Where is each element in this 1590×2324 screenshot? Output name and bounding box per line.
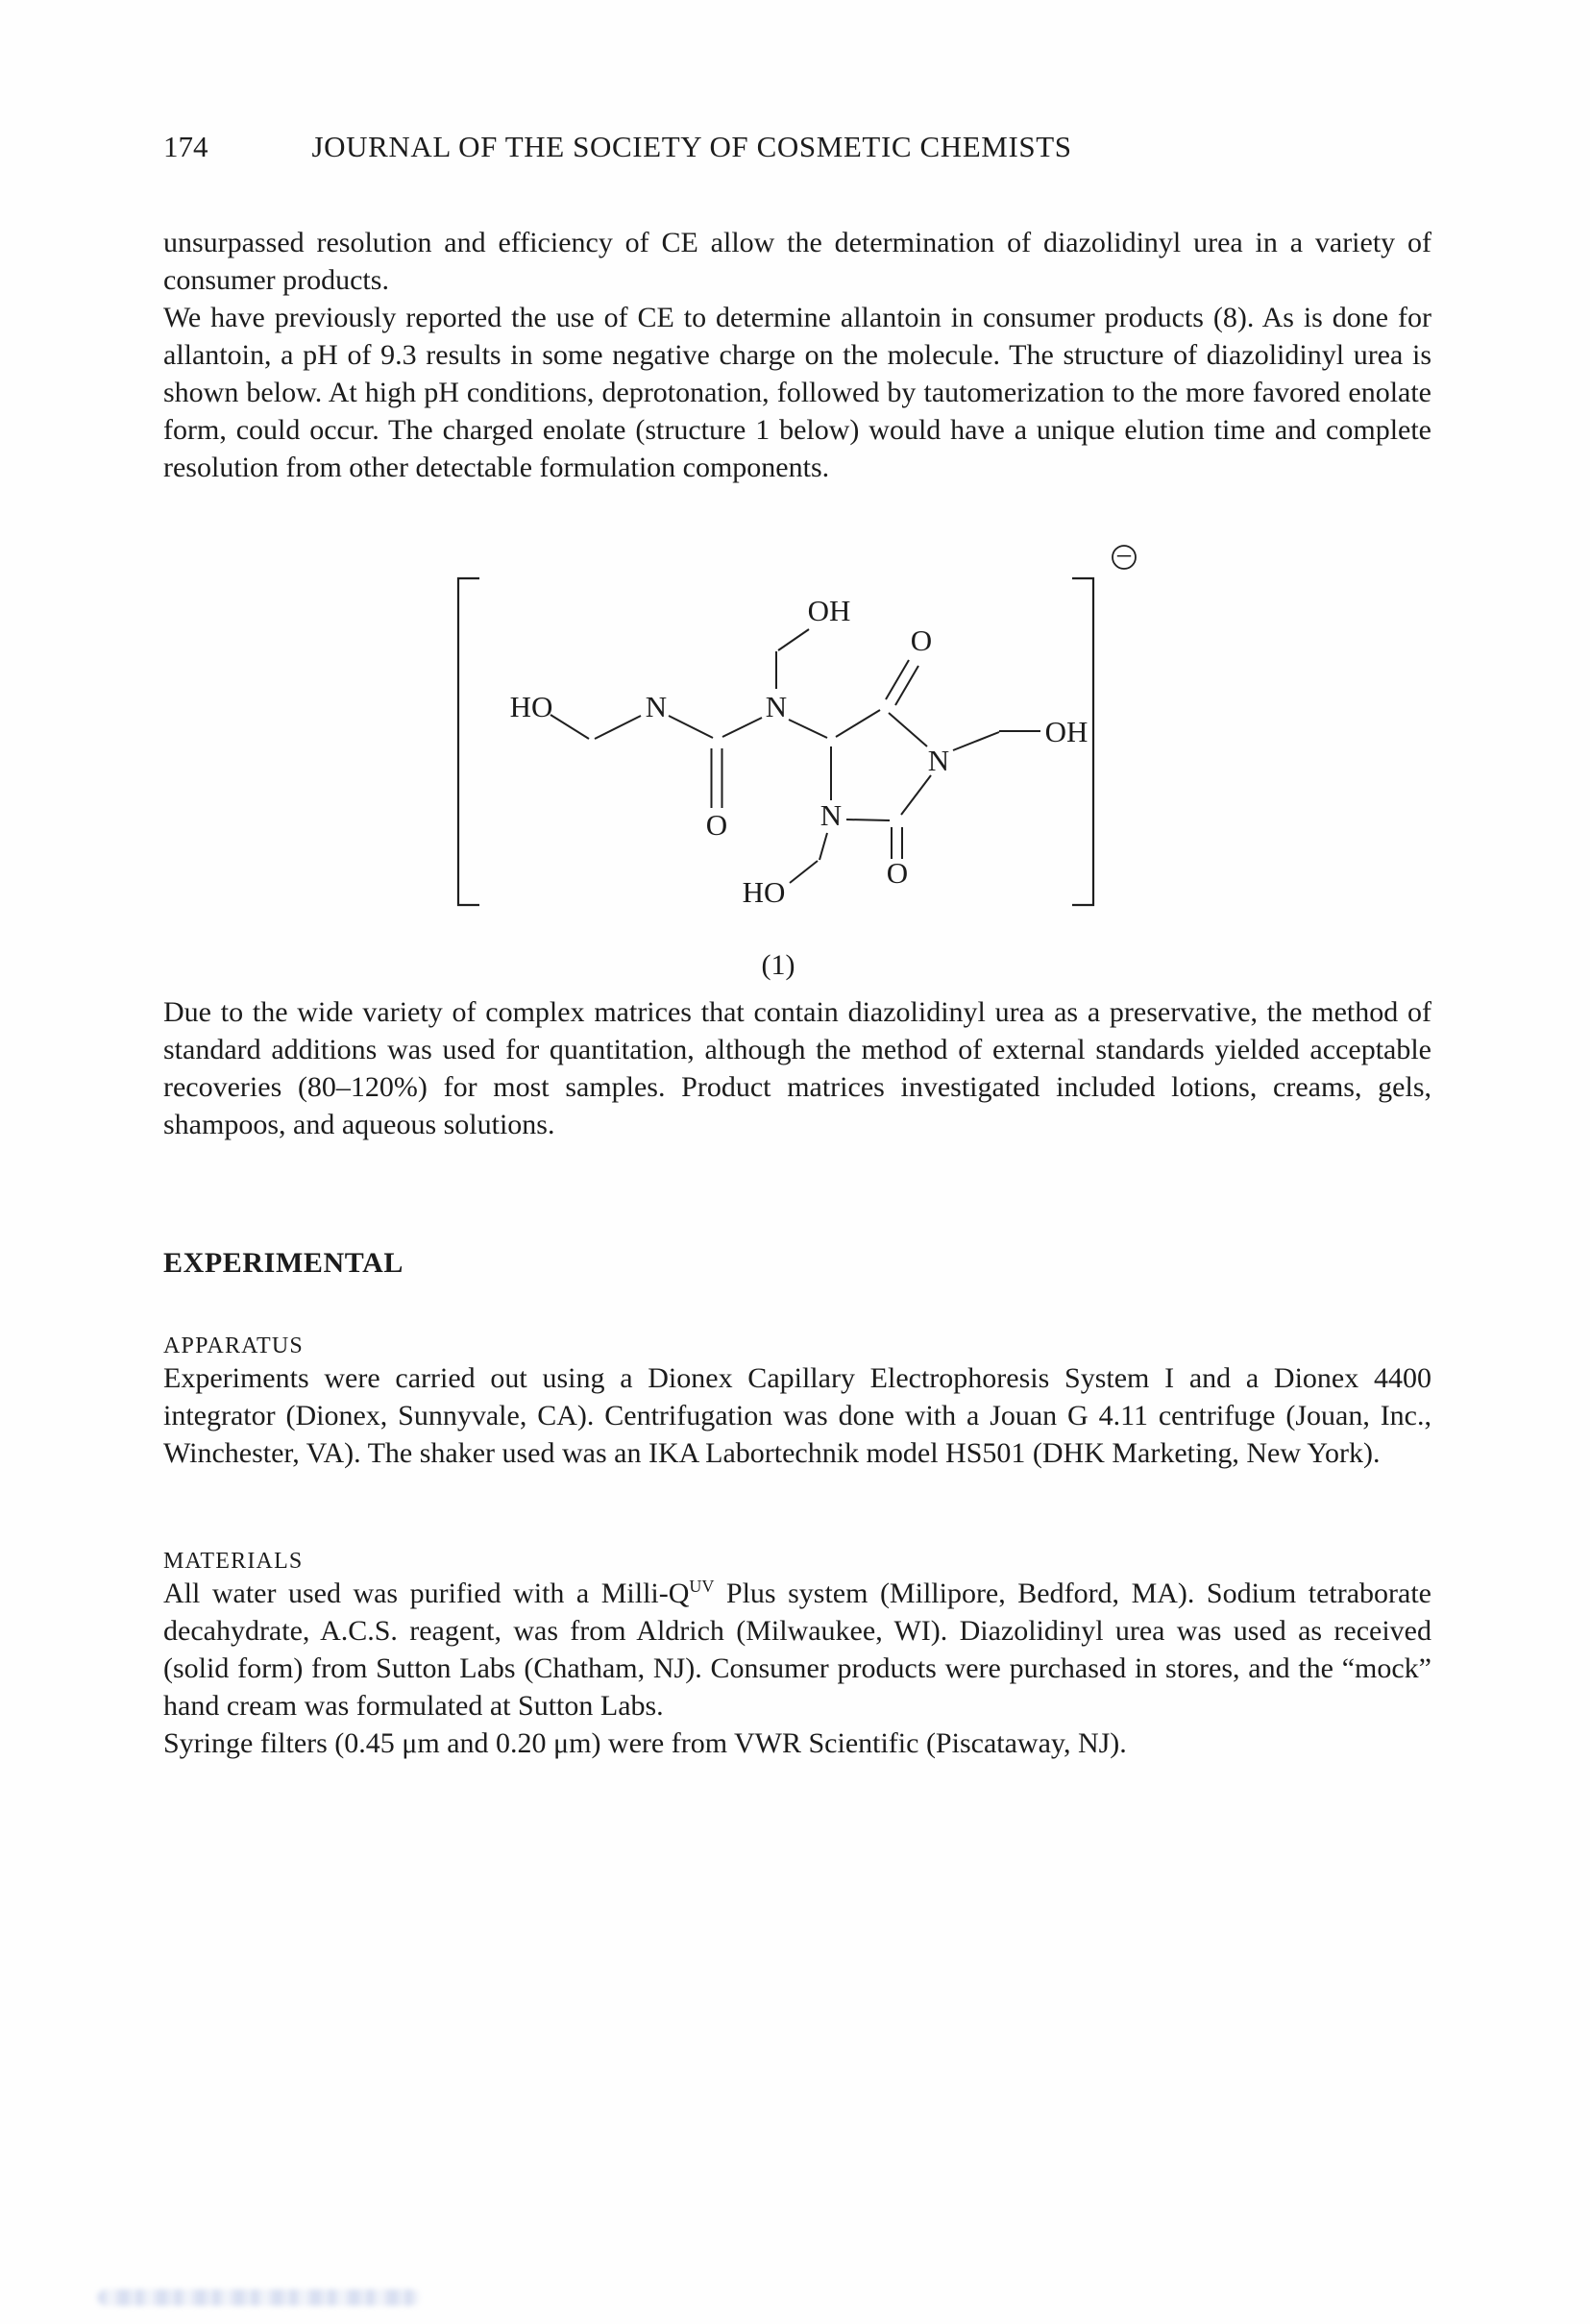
atom-labels <box>510 594 1089 909</box>
atom-n-urea-1: N <box>645 690 668 723</box>
scan-artifact <box>98 2289 420 2306</box>
materials-heading: MATERIALS <box>163 1549 304 1574</box>
paragraph-ce-method: We have previously reported the use of CE to determine allantoin in consumer products (8). As is done for allantoin, a pH of 9.3 results in some negative charge on the molecule. The structure of diazolidinyl urea is shown below. At high pH conditions, deprotonation, followed by tautomerization to the more favored enolate form, could occur. The charged enolate (structure 1 below) would have a unique elution time and complete resolution from other detectable formulation components. <box>163 302 1431 483</box>
paragraph-apparatus: Experiments were carried out using a Dionex Capillary Electrophoresis System I and a Dionex 4400 integrator (Dionex, Sunnyvale, CA). Centrifugation was done with a Jouan G 4.11 centrifuge (Jouan, Inc., Winchester, VA). The shaker used was an IKA Labortechnik model HS501 (DHK Marketing, New York). <box>163 1362 1431 1469</box>
page-number: 174 <box>163 130 208 163</box>
atom-n-ring-bottom: N <box>819 798 843 832</box>
bonds <box>550 629 1040 883</box>
journal-title: JOURNAL OF THE SOCIETY OF COSMETIC CHEMISTS <box>311 130 1072 163</box>
atom-ho-bottom: HO <box>742 875 786 909</box>
atom-oh-top: OH <box>807 594 851 627</box>
charge-symbol: − <box>1115 542 1133 573</box>
materials-text-before: All water used was purified with a Milli-Q <box>163 1578 690 1609</box>
experimental-heading: EXPERIMENTAL <box>163 1247 404 1279</box>
atom-o-urea: O <box>705 808 728 842</box>
milliq-superscript: UV <box>689 1577 715 1596</box>
atom-ho-left: HO <box>509 690 553 723</box>
paragraph-intro-continuation: unsurpassed resolution and efficiency of CE allow the determination of diazolidinyl urea in a variety of consumer products. <box>163 227 1431 296</box>
atom-oh-right: OH <box>1044 715 1089 748</box>
paragraph-syringe-filters: Syringe filters (0.45 μm and 0.20 μm) were from VWR Scientific (Piscataway, NJ). <box>163 1727 1127 1759</box>
apparatus-heading: APPARATUS <box>163 1333 304 1358</box>
paragraph-matrices: Due to the wide variety of complex matrices that contain diazolidinyl urea as a preservative, the method of standard additions was used for quantitation, although the method of external standards yielded acceptable recoveries (80–120%) for most samples. Product matrices investigated included lotions, creams, gels, shampoos, and aqueous solutions. <box>163 996 1431 1140</box>
materials-text-after: Plus system (Millipore, Bedford, MA). Sodium tetraborate decahydrate, A.C.S. reagent, was from Aldrich (Milwaukee, WI). Diazolidinyl urea was used as received (solid form) from Sutton Labs (Chatham, NJ). Consumer products were purchased in stores, and the “mock” hand cream was formulated at Sutton Labs. <box>163 1578 1431 1722</box>
paragraph-materials <box>163 1575 1431 1725</box>
atom-n-ring-right: N <box>927 744 950 777</box>
atom-o-ring-top: O <box>910 624 933 657</box>
chemical-structure-figure <box>447 542 1148 993</box>
page-header <box>163 130 1431 164</box>
chemical-structure-diagram <box>447 542 1148 993</box>
structure-number-label: (1) <box>761 949 795 981</box>
atom-o-ring-bottom: O <box>886 856 909 890</box>
negative-charge-icon <box>1113 542 1136 573</box>
left-bracket <box>458 578 479 905</box>
atom-n-urea-2: N <box>765 690 788 723</box>
